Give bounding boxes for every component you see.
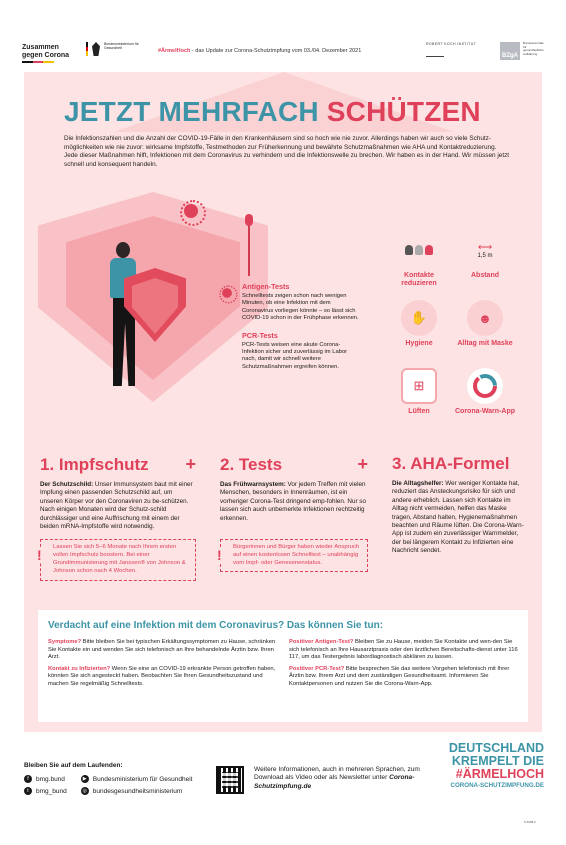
- pcr-positive-question: Positiver PCR-Test?: [289, 665, 345, 672]
- youtube-icon: ▶: [81, 775, 89, 783]
- antigen-heading: Antigen-Tests: [242, 282, 290, 291]
- title-part-2: SCHÜTZEN: [326, 96, 481, 127]
- tests-heading: 2. Tests: [220, 454, 283, 474]
- column-vaccination: [40, 454, 196, 581]
- aha-label-ventilate: Lüften: [408, 408, 430, 415]
- aha-hygiene: [388, 300, 450, 348]
- instagram-icon: ◎: [82, 788, 87, 794]
- aha-label-hygiene: Hygiene: [405, 340, 433, 347]
- person-head: [116, 242, 130, 258]
- slogan-line-2: KREMPELT DIE: [451, 754, 544, 768]
- header: [0, 0, 566, 72]
- twitter-icon: t: [24, 787, 32, 795]
- more-info-body: Weitere Informationen, auch in mehreren Sprachen, zum Download als Video oder als Newsletter unter: [254, 766, 420, 782]
- vaccination-body: Unser Immunsystem baut mit einer Impfung einen passenden Schutzschild auf, um unseren Körper vor den Coronaviren zu be-schützen. Nach einigen Monaten wird der Schutz-schild durchlässiger und eine Auffrischung mit einem der beiden mRNA-Impfstoffe wird notwendig.: [40, 481, 193, 531]
- antigen-positive-block: [289, 639, 518, 662]
- page-title: [64, 96, 481, 128]
- vaccination-heading: 1. Impfschutz: [40, 454, 149, 474]
- social-youtube[interactable]: [81, 775, 193, 783]
- bmg-logo: [86, 42, 144, 56]
- intro-text: Die Infektionszahlen und die Anzahl der COVID-19-Fälle in den Krankenhäusern sind so hoch wie nie zuvor. Allerdings haben wir auch so viele Schutz-möglichkeiten wie nie zuvor: wirksame Impfstoffe, Testmethoden zur Früherkennung und bewährte Schutzmaßnahmen wie AHA und Kontaktreduzierung. Jede dieser Maßnahmen hilft, Infektionen mit dem Coronavirus zu verhindern und die Infektionswelle zu brechen. Wir haben es in der Hand. Wir müssen jetzt schnell und konsequent handeln.: [64, 135, 510, 168]
- flag-icon: [86, 42, 88, 56]
- column-aha: [392, 454, 524, 556]
- vaccination-text: [40, 481, 196, 531]
- eagle-icon: [92, 42, 100, 56]
- bzga-logo-text: Bundeszentrale für gesundheitliche Aufklärung: [523, 41, 544, 56]
- bzga-logo-box: BZgA: [500, 42, 520, 60]
- print-code: 5.2008.2: [524, 820, 536, 824]
- twitter-handle: bmg_bund: [36, 787, 67, 795]
- vaccination-lead: Der Schutzschild:: [40, 481, 94, 488]
- hand-washing-icon: ✋: [401, 300, 437, 336]
- social-facebook[interactable]: [24, 775, 67, 783]
- qr-code-icon[interactable]: [216, 766, 244, 794]
- social-instagram[interactable]: [81, 787, 193, 795]
- stay-informed-label: Bleiben Sie auf dem Laufenden:: [24, 762, 123, 769]
- plus-icon: +: [185, 454, 196, 474]
- logo-line-2: gegen Corona: [22, 52, 70, 59]
- symptoms-block: [48, 639, 277, 662]
- symptoms-question: Symptome?: [48, 639, 82, 645]
- aha-ventilate: [388, 368, 450, 416]
- tests-info: [242, 278, 362, 371]
- more-info-link[interactable]: Corona-Schutzimpfung.de: [254, 774, 415, 790]
- pcr-text: PCR-Tests weisen eine akute Corona-Infektion sicher und zuverlässig im Labor nach, damit wir schnell weitere Schutzmaßnahmen ergreifen können.: [242, 341, 348, 370]
- test-swab-icon: [248, 220, 250, 276]
- instagram-handle: bundesgesundheitsministerium: [92, 787, 183, 795]
- pcr-positive-block: [289, 666, 518, 689]
- contact-text: Wenn Sie eine an COVID-19 erkrankte Person getroffen haben, könnten Sie sich angesteckt haben. Beobachten Sie Ihren Gesundheitszustand und machen Sie regelmäßig Schnelltests.: [48, 665, 276, 687]
- slogan-line-1: DEUTSCHLAND: [448, 741, 544, 755]
- aha-label-app: Corona-Warn-App: [454, 408, 515, 415]
- contact-question: Kontakt zu Infizierten?: [48, 665, 111, 672]
- youtube-handle: Bundesministerium für Gesundheit: [92, 775, 193, 783]
- column-tests: [220, 454, 368, 572]
- logo-line-1: Zusammen: [22, 44, 59, 51]
- rki-mark-icon: [426, 49, 444, 57]
- footer-social: [24, 762, 192, 799]
- tests-lead: Das Frühwarnsystem:: [220, 481, 286, 488]
- main-panel: [24, 72, 542, 732]
- pcr-heading: PCR-Tests: [242, 330, 278, 340]
- antigen-text: Schnelltests zeigen schon nach wenigen Minuten, ob eine Infektion mit dem Coronavirus vorliegen könnte – so lässt sich COVID-19 schon in der Frühphase erkennen.: [242, 293, 359, 322]
- distance-icon: ⟷ 1,5 m: [477, 241, 493, 259]
- zusammen-gegen-corona-logo: [22, 44, 69, 63]
- header-update-line: [158, 48, 361, 54]
- suspected-infection-box: [38, 610, 528, 722]
- virus-icon: [222, 288, 232, 298]
- header-hashtag: #ÄrmelHoch: [158, 48, 191, 54]
- aha-label-contacts: Kontakte reduzieren: [401, 272, 437, 288]
- booster-note: ! Lassen Sie sich 5–6 Monate nach Ihrem ersten vollen Impfschutz boostern. Bei einer Grundimmunisierung mit Janssen® von Johnson & Johnson schon nach 4 Wochen.: [40, 539, 196, 580]
- plus-icon: +: [357, 454, 368, 474]
- symptoms-text: Bitte bleiben Sie bei typischen Erkältungssymptomen zu Hause, schränken Sie Kontakte ein und wenden Sie sich telefonisch an Ihre behandelnde Ärztin bzw. Ihren Arzt.: [48, 639, 276, 661]
- rki-logo: [426, 42, 482, 57]
- rki-logo-text: ROBERT KOCH INSTITUT: [426, 42, 477, 46]
- distance-value: 1,5 m: [477, 252, 493, 259]
- logo-color-bar: [22, 61, 54, 63]
- aha-contacts: [388, 232, 450, 289]
- bmg-logo-text: Bundesministerium für Gesundheit: [104, 42, 139, 50]
- aha-text: [392, 480, 524, 556]
- pcr-positive-text: Bitte besprechen Sie das weitere Vorgehen telefonisch mit Ihrer Ärztin bzw. Ihrem Arzt und dem zuständigen Gesundheitsamt. Informieren Sie Kontaktpersonen und nutzen Sie die Corona-Warn-App.: [289, 665, 510, 687]
- aha-label-mask: Alltag mit Maske: [457, 340, 513, 347]
- campaign-slogan: [426, 742, 544, 789]
- window-icon: ⊞: [401, 368, 437, 404]
- antigen-positive-text: Bleiben Sie zu Hause, meiden Sie Kontakte und wen-den Sie sich telefonisch an Ihre Hausarztpraxis oder den ärztlichen Bereitschafts-dienst unter 116 117, um das Testergebnis labordiagnostisch abklären zu lassen.: [289, 639, 518, 661]
- bzga-logo: [500, 42, 545, 60]
- free-test-note: ! Bürgerinnen und Bürger haben wieder Anspruch auf einen kostenlosen Schnelltest – unabhängig vom Impf- oder Genesenenstatus.: [220, 539, 368, 572]
- aha-distance: [454, 232, 516, 280]
- header-update-text: - das Update zur Corona-Schutzimpfung vom 03./04. Dezember 2021: [190, 48, 362, 54]
- aha-body: Wer weniger Kontakte hat, reduziert das Ansteckungsrisiko für sich und andere erheblich. Lassen sich Kontakte im Alltag nicht vermeiden, helfen das Maske tragen, Abstand halten, Hygienemaßnahmen beachten und Räume lüften. Die Corona-Warn-App ist zudem ein zuverlässiger Warnmelder, der bei längerem Kontakt zu Infizierten eine Nachricht sendet.: [392, 480, 524, 555]
- social-twitter[interactable]: [24, 787, 67, 795]
- aha-mask: [454, 300, 516, 348]
- aha-app: [454, 368, 516, 416]
- tests-text: [220, 481, 368, 523]
- facebook-icon: f: [24, 775, 32, 783]
- virus-icon: [184, 204, 198, 218]
- people-icon: [401, 232, 437, 268]
- aha-heading: 3. AHA-Formel: [392, 454, 510, 473]
- tests-body: Vor jedem Treffen mit vielen Menschen, besonders in Innenräumen, ist ein vorheriger Corona-Test dringend emp-fohlen. Nur so lassen sich auch unbemerkte Infektionen rechtzeitig erkennen.: [220, 481, 366, 522]
- slogan-hashtag: #ÄRMELHOCH: [455, 767, 544, 781]
- aha-label-distance: Abstand: [471, 272, 499, 279]
- suspected-infection-heading: Verdacht auf eine Infektion mit dem Coronavirus? Das können Sie tun:: [48, 620, 384, 631]
- title-part-1: JETZT MEHRFACH: [64, 96, 319, 127]
- facebook-handle: bmg.bund: [36, 775, 65, 783]
- slogan-url[interactable]: CORONA-SCHUTZIMPFUNG.DE: [450, 782, 544, 789]
- more-info-text: [254, 766, 424, 791]
- aha-lead: Die Alltagshelfer:: [392, 480, 444, 487]
- corona-warn-app-icon: [467, 368, 503, 404]
- test-swab-tip: [245, 214, 253, 226]
- antigen-positive-question: Positiver Antigen-Test?: [289, 639, 354, 645]
- contact-block: [48, 666, 277, 689]
- mask-icon: ☻: [467, 300, 503, 336]
